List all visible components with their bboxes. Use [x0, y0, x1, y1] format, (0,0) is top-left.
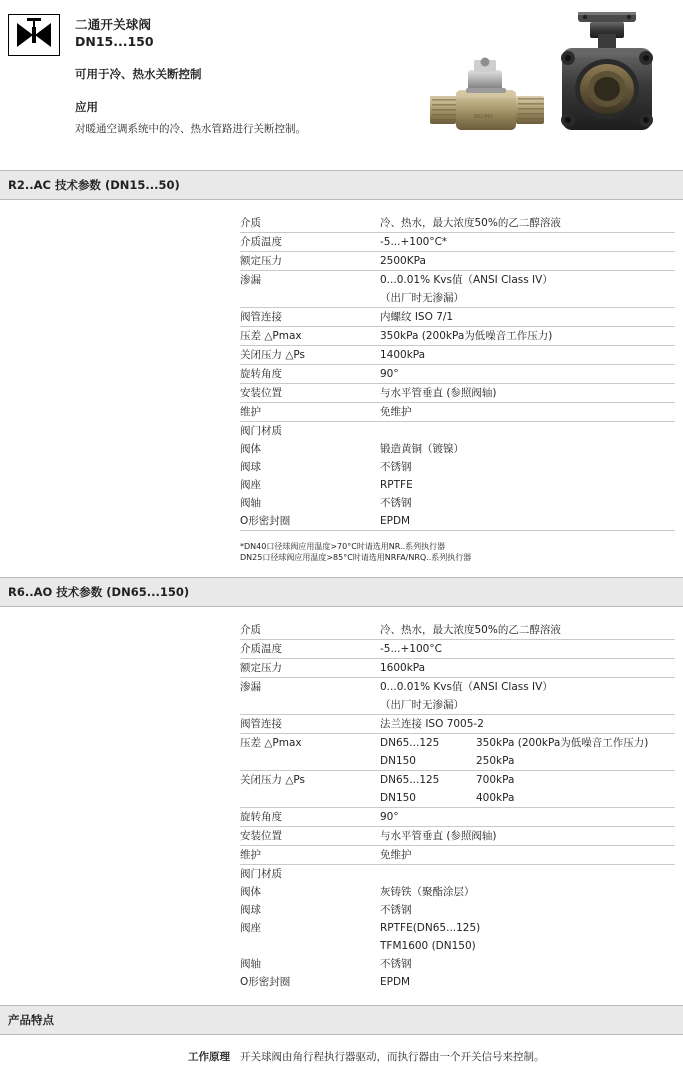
spec-value	[380, 734, 675, 753]
table-row	[240, 289, 675, 308]
bowtie-valve-logo-icon	[9, 15, 59, 55]
spec-value: -5...+100°C	[380, 640, 675, 659]
spec-sub-value: 400kPa	[476, 792, 515, 804]
spec-key: 额定压力	[240, 659, 380, 678]
spec-sub-key: DN65...125	[380, 774, 440, 786]
spec-value: 0...0.01% Kvs值（ANSI Class IV）	[380, 681, 553, 693]
spec-value	[380, 789, 675, 808]
spec-key: 关闭压力 △Ps	[240, 346, 380, 365]
spec-table-r6ao-wrap	[0, 621, 683, 991]
spec-value: （出厂时无渗漏）	[380, 289, 675, 308]
spec-key: 阀轴	[240, 497, 261, 509]
spec-key: 阀管连接	[240, 715, 380, 734]
table-row	[240, 422, 675, 441]
spec-key: 维护	[240, 403, 380, 422]
spec-key: 阀球	[240, 461, 261, 473]
spec-value: -5...+100°C*	[380, 233, 675, 252]
table-row	[240, 365, 675, 384]
table-row	[240, 752, 675, 771]
spec-key: 额定压力	[240, 252, 380, 271]
spec-key	[240, 789, 380, 808]
spec-value: RPTFE	[380, 479, 413, 491]
table-row	[240, 621, 675, 640]
table-row	[240, 252, 675, 271]
spec-sub-key: DN150	[380, 792, 416, 804]
spec-value: 锻造黄铜（镀镍）	[380, 443, 464, 455]
spec-key: 阀座	[240, 479, 261, 491]
spec-value	[380, 865, 675, 884]
svg-text:BELIMO: BELIMO	[474, 114, 494, 120]
spec-key: 安装位置	[240, 827, 380, 846]
spec-value: 0...0.01% Kvs值（ANSI Class IV）	[380, 274, 553, 286]
spacer	[0, 200, 683, 214]
table-row	[240, 659, 675, 678]
table-row	[240, 715, 675, 734]
table-row	[240, 494, 675, 512]
spec-value: TFM1600 (DN150)	[380, 940, 476, 952]
spec-value	[380, 752, 675, 771]
spec-value: 免维护	[380, 846, 675, 865]
table-row	[240, 937, 675, 955]
spec-value: 90°	[380, 808, 675, 827]
table-row	[240, 678, 675, 697]
spec-value: 不锈钢	[380, 904, 412, 916]
spec-key: 阀管连接	[240, 308, 380, 327]
table-row	[240, 919, 675, 937]
spec-sub-key: DN65...125	[380, 737, 440, 749]
page-subtitle: 可用于冷、热水关断控制	[75, 67, 202, 81]
spec-key: 压差 △Pmax	[240, 327, 380, 346]
spec-sub-value: 700kPa	[476, 774, 515, 786]
section-header-r6ao: R6..AO 技术参数 (DN65...150)	[0, 577, 683, 607]
spec-table-r2ac-body	[240, 214, 675, 531]
section-header-features: 产品特点	[0, 1005, 683, 1035]
spec-key	[240, 937, 380, 955]
spec-value: 1400kPa	[380, 346, 675, 365]
spec-sub-key: DN150	[380, 755, 416, 767]
spec-value: （出厂时无渗漏）	[380, 696, 675, 715]
table-row	[240, 233, 675, 252]
spec-key: 关闭压力 △Ps	[240, 774, 306, 786]
spec-key: 旋转角度	[240, 808, 380, 827]
table-row	[240, 771, 675, 790]
spec-key: 渗漏	[240, 681, 261, 693]
footnote-r2ac	[0, 541, 683, 563]
spec-table-r2ac	[240, 214, 675, 531]
footnote-line-1: *DN40口径球阀应用温度>70°C时请选用NR..系列执行器	[240, 542, 446, 551]
spec-value: 灰铸铁（聚酯涂层）	[380, 886, 475, 898]
table-row	[240, 808, 675, 827]
spec-value: RPTFE(DN65...125)	[380, 922, 481, 934]
table-row	[240, 476, 675, 494]
spec-table-r6ao	[240, 621, 675, 991]
spec-key: 阀体	[240, 886, 261, 898]
application-label: 应用	[75, 100, 98, 114]
table-row	[240, 346, 675, 365]
spec-key: 压差 △Pmax	[240, 737, 302, 749]
table-row	[240, 458, 675, 476]
table-row	[240, 214, 675, 233]
section-header-r2ac: R2..AC 技术参数 (DN15...50)	[0, 170, 683, 200]
table-row	[240, 955, 675, 973]
brand-logo	[8, 14, 60, 56]
table-row	[240, 512, 675, 531]
table-row	[240, 901, 675, 919]
spec-table-r2ac-wrap	[0, 214, 683, 531]
spec-value: 与水平管垂直 (参照阀轴)	[380, 384, 675, 403]
table-row	[240, 640, 675, 659]
footnote-line-2: DN25口径球阀应用温度>85°C时请选用NRFA/NRQ..系列执行器	[240, 553, 472, 562]
table-row	[240, 440, 675, 458]
table-row	[240, 384, 675, 403]
spacer	[0, 607, 683, 621]
spec-key: 旋转角度	[240, 365, 380, 384]
table-row	[240, 883, 675, 901]
header-text-block	[75, 16, 405, 137]
table-row	[240, 327, 675, 346]
spec-key	[240, 696, 380, 715]
table-row	[240, 734, 675, 753]
spec-key: 介质	[240, 214, 380, 233]
spec-value: 不锈钢	[380, 497, 412, 509]
spec-value: 免维护	[380, 403, 675, 422]
spec-key: 阀球	[240, 904, 261, 916]
spec-key: 阀门材质	[240, 425, 282, 437]
spec-value: 内螺纹 ISO 7/1	[380, 308, 675, 327]
table-row	[240, 696, 675, 715]
spec-value: 不锈钢	[380, 958, 412, 970]
page-title-model: DN15...150	[75, 34, 154, 49]
spacer	[0, 991, 683, 1005]
spec-key: 安装位置	[240, 384, 380, 403]
spec-value: 90°	[380, 365, 675, 384]
spec-value: 1600kPa	[380, 659, 675, 678]
spec-sub-value: 250kPa	[476, 755, 515, 767]
spec-value: EPDM	[380, 512, 675, 531]
feature-text: 开关球阀由角行程执行器驱动，而执行器由一个开关信号来控制。	[240, 1051, 545, 1063]
spec-value	[380, 422, 675, 441]
product-photo	[422, 4, 677, 164]
spec-value: 冷、热水，最大浓度50%的乙二醇溶液	[380, 214, 675, 233]
application-text: 对暖通空调系统中的冷、热水管路进行关断控制。	[75, 123, 306, 135]
spec-key: 维护	[240, 846, 380, 865]
spec-value	[380, 771, 675, 790]
spec-value: 法兰连接 ISO 7005-2	[380, 715, 675, 734]
document-header	[0, 0, 683, 170]
spec-key	[240, 289, 380, 308]
spec-sub-value: 350kPa (200kPa为低噪音工作压力)	[476, 737, 649, 749]
table-row	[240, 789, 675, 808]
table-row	[240, 308, 675, 327]
spec-key: 介质温度	[240, 233, 380, 252]
spec-value: 350kPa (200kPa为低噪音工作压力)	[380, 327, 675, 346]
spec-value: 冷、热水，最大浓度50%的乙二醇溶液	[380, 621, 675, 640]
spec-key	[240, 752, 380, 771]
spec-value: 与水平管垂直 (参照阀轴)	[380, 827, 675, 846]
table-row	[240, 846, 675, 865]
spec-value: 2500KPa	[380, 252, 675, 271]
feature-row	[0, 1035, 683, 1065]
spec-key: 介质温度	[240, 640, 380, 659]
spec-key: O形密封圈	[240, 512, 380, 531]
spec-table-r6ao-body	[240, 621, 675, 991]
table-row	[240, 271, 675, 290]
spec-value: 不锈钢	[380, 461, 412, 473]
spacer	[0, 563, 683, 577]
spec-key: 阀门材质	[240, 868, 282, 880]
table-row	[240, 973, 675, 991]
spec-key: 阀轴	[240, 958, 261, 970]
spec-key: 渗漏	[240, 274, 261, 286]
spec-key: 阀座	[240, 922, 261, 934]
table-row	[240, 865, 675, 884]
spec-key: O形密封圈	[240, 976, 291, 988]
table-row	[240, 827, 675, 846]
page-title: 二通开关球阀	[75, 17, 152, 32]
table-row	[240, 403, 675, 422]
feature-label: 工作原理	[188, 1051, 230, 1063]
spec-key: 阀体	[240, 443, 261, 455]
spec-key: 介质	[240, 621, 380, 640]
spec-value: EPDM	[380, 976, 411, 988]
